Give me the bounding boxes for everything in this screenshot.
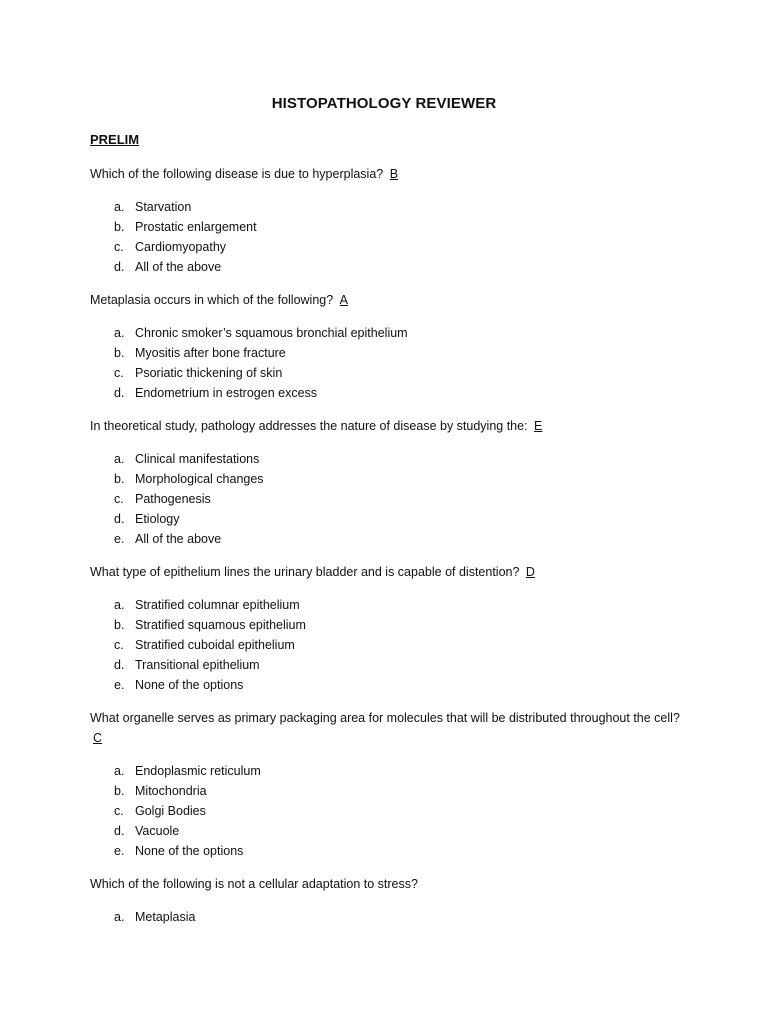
section-heading: PRELIM bbox=[90, 132, 140, 147]
answer-key: A bbox=[339, 293, 349, 307]
option-item bbox=[90, 383, 680, 403]
option-item bbox=[90, 841, 680, 861]
question-text bbox=[90, 416, 680, 436]
option-text: Myositis after bone fracture bbox=[135, 346, 286, 360]
option-text: Vacuole bbox=[135, 824, 180, 838]
question-prompt: What type of epithelium lines the urinary bladder and is capable of distention? bbox=[90, 565, 520, 579]
option-item bbox=[90, 801, 680, 821]
option-text: Etiology bbox=[135, 512, 180, 526]
option-letter: b. bbox=[114, 220, 125, 234]
option-item bbox=[90, 363, 680, 383]
answer-key: D bbox=[525, 565, 535, 579]
question-block bbox=[90, 874, 680, 927]
option-text: All of the above bbox=[135, 260, 222, 274]
option-item bbox=[90, 761, 680, 781]
option-letter: d. bbox=[114, 658, 125, 672]
question-prompt: In theoretical study, pathology addresses the nature of disease by studying the: bbox=[90, 419, 528, 433]
question-text bbox=[90, 708, 680, 748]
question-block bbox=[90, 416, 680, 549]
answer-key: E bbox=[534, 419, 543, 433]
option-text: None of the options bbox=[135, 678, 244, 692]
option-item bbox=[90, 635, 680, 655]
question-list bbox=[90, 164, 680, 940]
option-text: All of the above bbox=[135, 532, 222, 546]
document-title: HISTOPATHOLOGY REVIEWER bbox=[271, 95, 497, 112]
question-block bbox=[90, 290, 680, 403]
option-text: Cardiomyopathy bbox=[135, 240, 227, 254]
option-item bbox=[90, 257, 680, 277]
option-item bbox=[90, 343, 680, 363]
option-letter: e. bbox=[114, 844, 125, 858]
answer-key: B bbox=[389, 167, 399, 181]
question-block bbox=[90, 562, 680, 695]
option-list bbox=[90, 197, 680, 277]
option-letter: d. bbox=[114, 386, 125, 400]
question-prompt: What organelle serves as primary packaging area for molecules that will be distributed throughout the cell? bbox=[90, 711, 680, 725]
option-text: Endoplasmic reticulum bbox=[135, 764, 261, 778]
option-text: Mitochondria bbox=[135, 784, 207, 798]
option-letter: c. bbox=[114, 366, 124, 380]
option-item bbox=[90, 821, 680, 841]
question-text bbox=[90, 562, 680, 582]
option-list bbox=[90, 449, 680, 549]
question-block bbox=[90, 164, 680, 277]
option-letter: d. bbox=[114, 512, 125, 526]
option-text: Chronic smoker’s squamous bronchial epithelium bbox=[135, 326, 408, 340]
option-text: Clinical manifestations bbox=[135, 452, 260, 466]
option-item bbox=[90, 595, 680, 615]
option-letter: c. bbox=[114, 638, 124, 652]
question-prompt: Metaplasia occurs in which of the following? bbox=[90, 293, 334, 307]
option-text: Starvation bbox=[135, 200, 192, 214]
option-list bbox=[90, 761, 680, 861]
option-text: Pathogenesis bbox=[135, 492, 211, 506]
option-item bbox=[90, 655, 680, 675]
option-text: Stratified squamous epithelium bbox=[135, 618, 306, 632]
option-text: Transitional epithelium bbox=[135, 658, 260, 672]
option-letter: b. bbox=[114, 784, 125, 798]
option-letter: e. bbox=[114, 678, 125, 692]
option-text: Golgi Bodies bbox=[135, 804, 206, 818]
option-letter: d. bbox=[114, 260, 125, 274]
option-item bbox=[90, 323, 680, 343]
question-text bbox=[90, 874, 680, 894]
option-letter: b. bbox=[114, 346, 125, 360]
option-letter: a. bbox=[114, 326, 125, 340]
option-letter: c. bbox=[114, 492, 124, 506]
option-item bbox=[90, 509, 680, 529]
option-text: Stratified columnar epithelium bbox=[135, 598, 300, 612]
option-letter: a. bbox=[114, 598, 125, 612]
option-text: Stratified cuboidal epithelium bbox=[135, 638, 295, 652]
option-item bbox=[90, 449, 680, 469]
question-text bbox=[90, 164, 680, 184]
question-text bbox=[90, 290, 680, 310]
option-text: Prostatic enlargement bbox=[135, 220, 257, 234]
option-item bbox=[90, 675, 680, 695]
option-text: Psoriatic thickening of skin bbox=[135, 366, 283, 380]
option-item bbox=[90, 217, 680, 237]
question-block bbox=[90, 708, 680, 861]
question-prompt: Which of the following is not a cellular adaptation to stress? bbox=[90, 877, 418, 891]
option-text: Endometrium in estrogen excess bbox=[135, 386, 318, 400]
option-list bbox=[90, 595, 680, 695]
option-text: Metaplasia bbox=[135, 910, 196, 924]
option-item bbox=[90, 615, 680, 635]
option-letter: e. bbox=[114, 532, 125, 546]
option-letter: a. bbox=[114, 452, 125, 466]
option-list bbox=[90, 323, 680, 403]
option-item bbox=[90, 237, 680, 257]
option-letter: a. bbox=[114, 764, 125, 778]
option-letter: c. bbox=[114, 240, 124, 254]
option-letter: a. bbox=[114, 910, 125, 924]
option-list bbox=[90, 907, 680, 927]
option-text: Morphological changes bbox=[135, 472, 264, 486]
option-text: None of the options bbox=[135, 844, 244, 858]
option-letter: d. bbox=[114, 824, 125, 838]
option-item bbox=[90, 197, 680, 217]
option-letter: c. bbox=[114, 804, 124, 818]
option-letter: b. bbox=[114, 472, 125, 486]
answer-key: C bbox=[93, 731, 103, 745]
option-item bbox=[90, 907, 680, 927]
option-item bbox=[90, 489, 680, 509]
option-item bbox=[90, 469, 680, 489]
question-prompt: Which of the following disease is due to hyperplasia? bbox=[90, 167, 384, 181]
option-item bbox=[90, 781, 680, 801]
option-letter: b. bbox=[114, 618, 125, 632]
option-letter: a. bbox=[114, 200, 125, 214]
option-item bbox=[90, 529, 680, 549]
